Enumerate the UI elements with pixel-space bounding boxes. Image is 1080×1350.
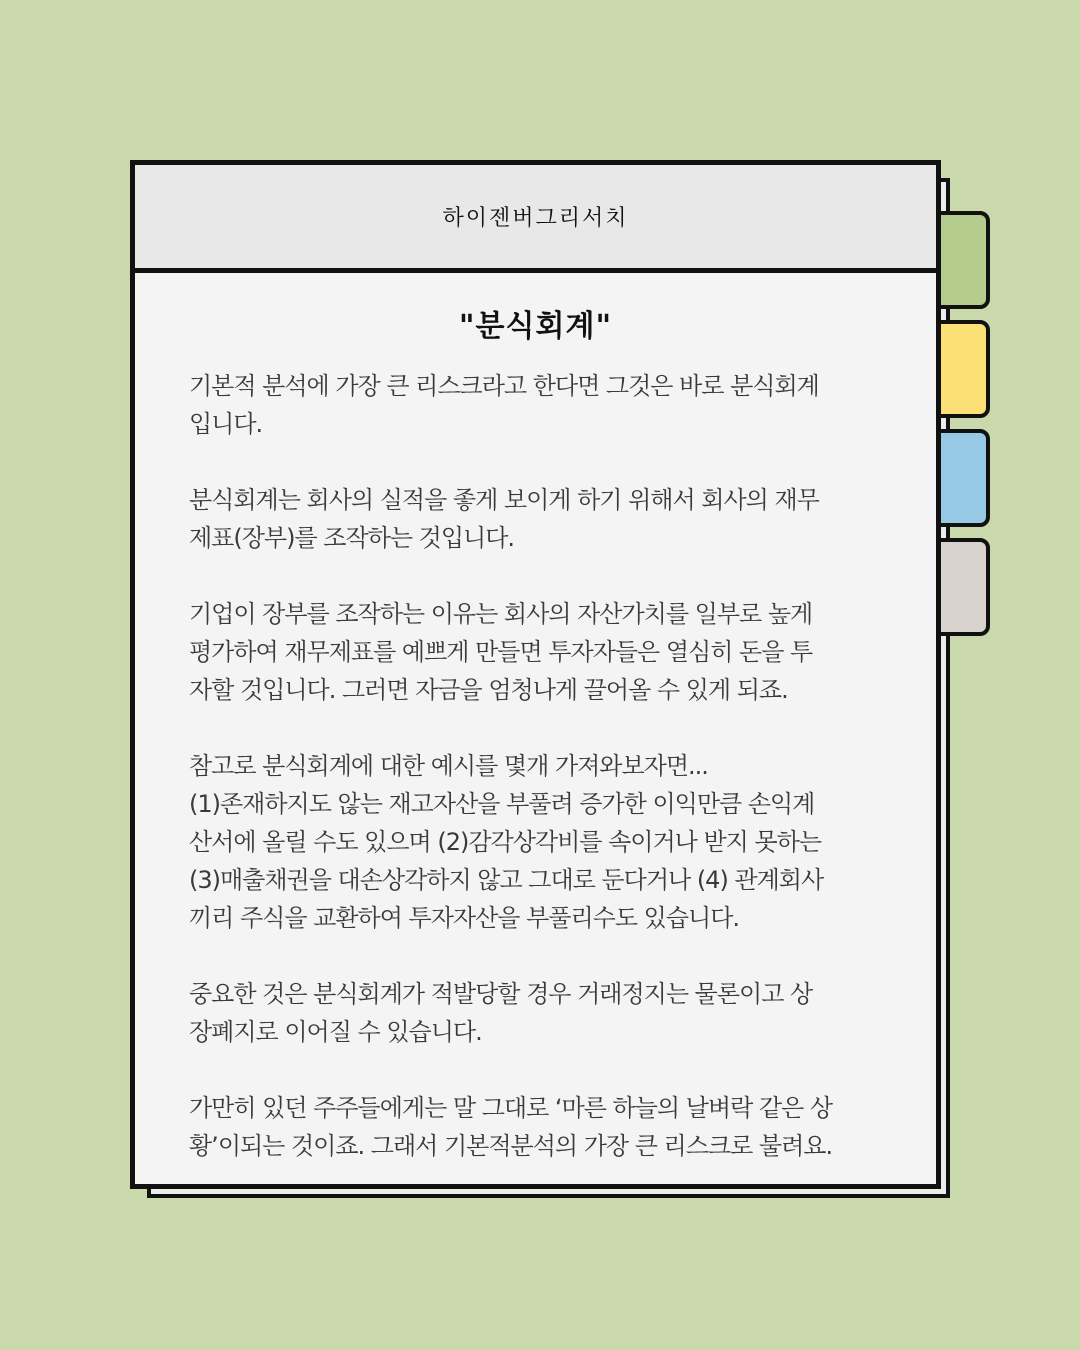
document-title: "분식회계" [458,309,613,344]
paragraph-line: 자할 것입니다. 그러면 자금을 엄청나게 끌어올 수 있게 되죠. [189,676,788,704]
paragraph-line: 가만히 있던 주주들에게는 말 그대로 ‘마른 하늘의 날벼락 같은 상 [189,1094,833,1122]
paragraph-line: 분식회계는 회사의 실적을 좋게 보이게 하기 위해서 회사의 재무 [189,486,819,514]
paragraph-line: (1)존재하지도 않는 재고자산을 부풀려 증가한 이익만큼 손익계 [189,790,815,818]
paragraph-line: 산서에 올릴 수도 있으며 (2)감각상각비를 속이거나 받지 못하는 [189,828,821,856]
paragraph-line: 평가하여 재무제표를 예쁘게 만들면 투자자들은 열심히 돈을 투 [189,638,813,666]
document-page [130,160,941,1189]
paragraph [189,481,894,557]
paragraph [189,367,894,443]
paragraph-line: 참고로 분식회계에 대한 예시를 몇개 가져와보자면... [189,752,708,780]
paragraph-line: (3)매출채권을 대손상각하지 않고 그대로 둔다거나 (4) 관계회사 [189,866,824,894]
paragraph [189,975,894,1051]
paragraph-line: 입니다. [189,410,263,438]
paragraph-line: 기본적 분석에 가장 큰 리스크라고 한다면 그것은 바로 분식회계 [189,372,819,400]
paragraph-line: 제표(장부)를 조작하는 것입니다. [189,524,515,552]
paragraph-line: 장폐지로 이어질 수 있습니다. [189,1018,482,1046]
paragraph [189,595,894,709]
header-bar [135,165,936,273]
header-title: 하이젠버그리서치 [442,206,629,231]
paragraph [189,747,894,937]
paragraph-line: 기업이 장부를 조작하는 이유는 회사의 자산가치를 일부로 높게 [189,600,813,628]
paragraph-line: 끼리 주식을 교환하여 투자자산을 부풀리수도 있습니다. [189,904,740,932]
paragraph [189,1089,894,1165]
paragraph-line: 황’이되는 것이죠. 그래서 기본적분석의 가장 큰 리스크로 불려요. [189,1132,833,1160]
paragraph-line: 중요한 것은 분식회계가 적발당할 경우 거래정지는 물론이고 상 [189,980,813,1008]
document-body [189,367,894,1165]
